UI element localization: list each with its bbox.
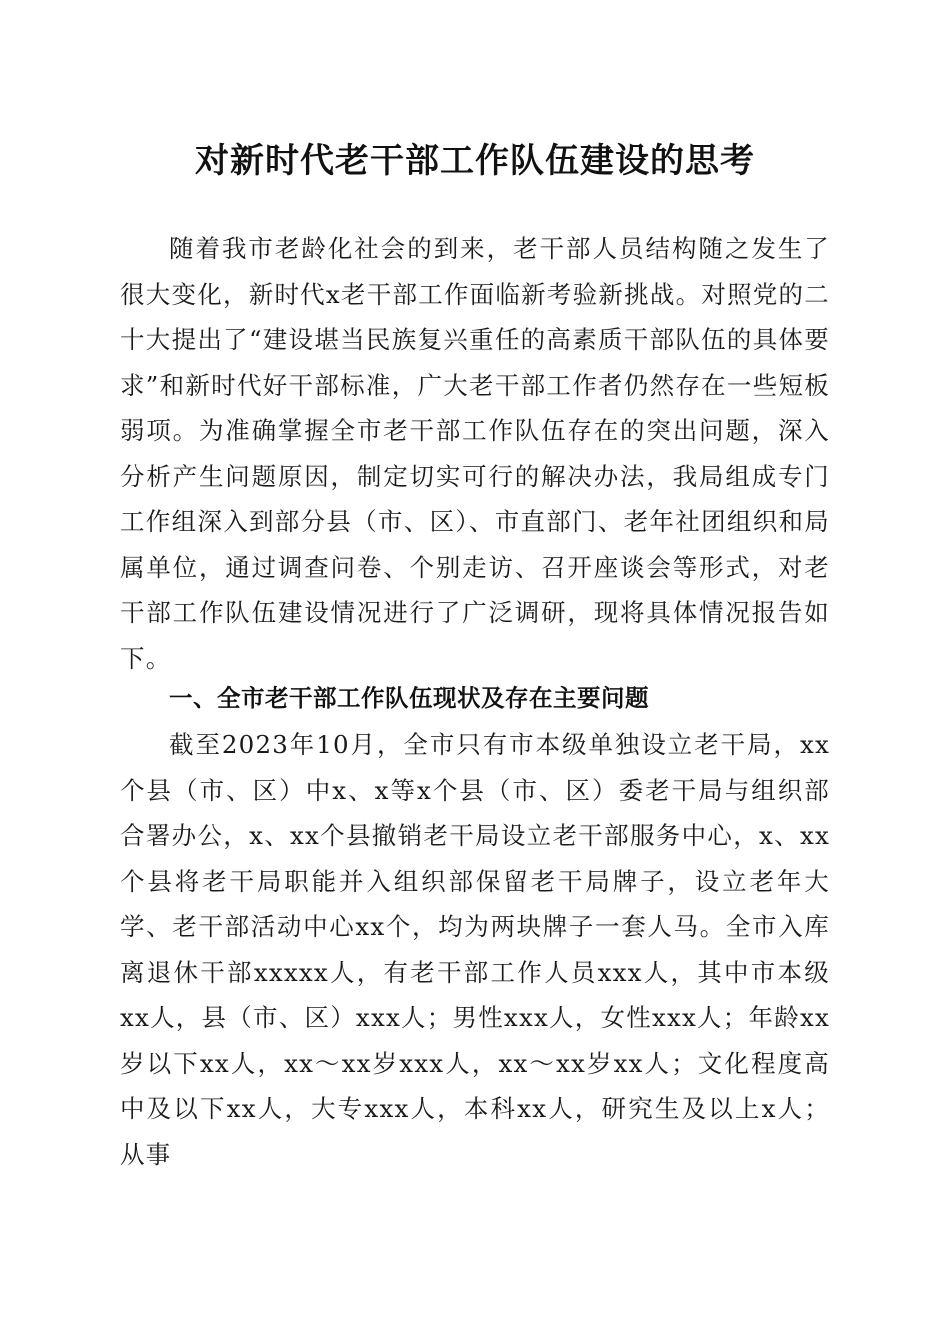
document-title: 对新时代老干部工作队伍建设的思考 (195, 141, 755, 181)
section-paragraph: 截至2023年10月，全市只有市本级单独设立老干局，xx个县（市、区）中x、x等x个县（市、区）委老干局与组织部合署办公，x、xx个县撤销老干局设立老干部服务中心，x、xx个县将老干局职能并入组织部保留老干局牌子，设立老年大学、老干部活动中心xx个，均为两块牌子一套人马。全市入库离退休干部xxxxx人，有老干部工作人员xxx人，其中市本级xx人，县（市、区）xxx人；男性xxx人，女性xxx人；年龄xx岁以下xx人，xx～xx岁xxx人，xx～xx岁xx人；文化程度高中及以下xx人，大专xxx人，本科xx人，研究生及以上x人；从事 (120, 730, 830, 1169)
intro-paragraph: 随着我市老龄化社会的到来，老干部人员结构随之发生了很大变化，新时代x老干部工作面临新考验新挑战。对照党的二十大提出了“建设堪当民族复兴重任的高素质干部队伍的具体要求”和新时代好干部标准，广大老干部工作者仍然存在一些短板弱项。为准确掌握全市老干部工作队伍存在的突出问题，深入分析产生问题原因，制定切实可行的解决办法，我局组成专门工作组深入到部分县（市、区）、市直部门、老年社团组织和局属单位，通过调查问卷、个别走访、召开座谈会等形式，对老干部工作队伍建设情况进行了广泛调研，现将具体情况报告如下。 (120, 234, 830, 673)
section-heading: 一、全市老干部工作队伍现状及存在主要问题 (169, 684, 649, 712)
